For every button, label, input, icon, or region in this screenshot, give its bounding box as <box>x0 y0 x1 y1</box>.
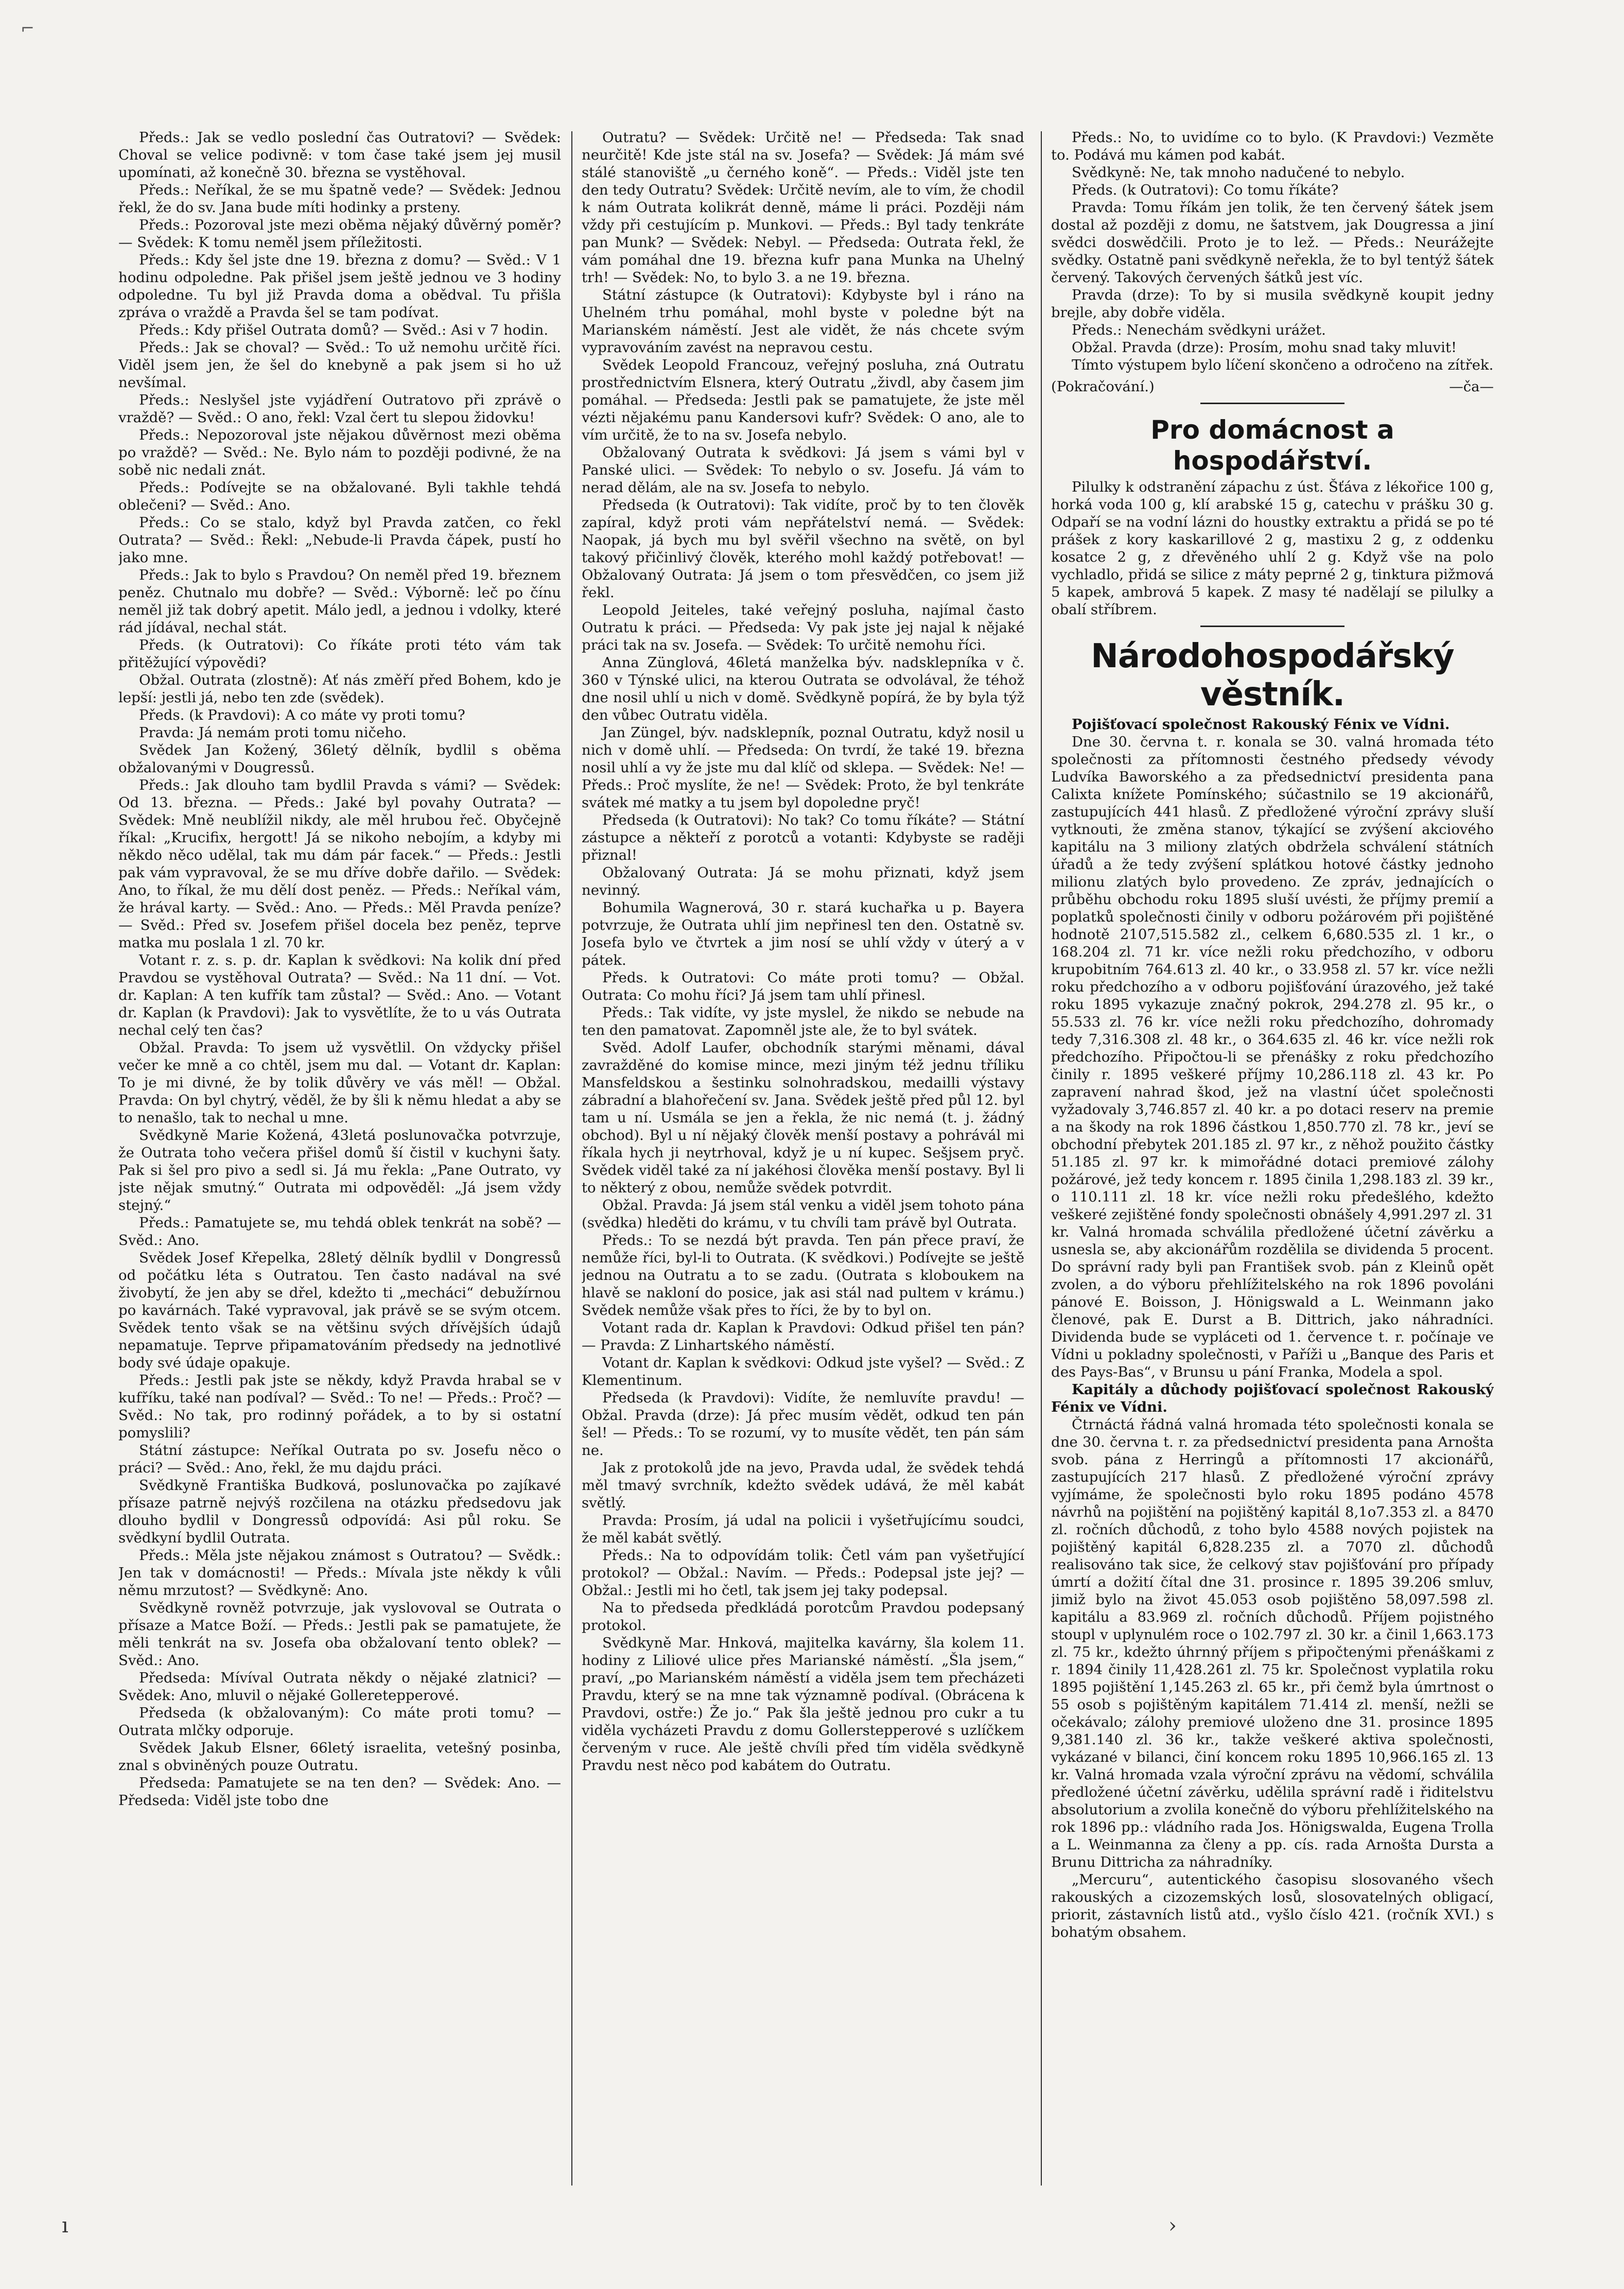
trial-report-end <box>1051 129 1494 374</box>
column-3 <box>1051 129 1494 2188</box>
trial-report-paragraph: Svědkyně: Ne, tak mnoho nadučené to nebylo. <box>1072 164 1405 181</box>
trial-report-paragraph: Votant rada dr. Kaplan k Pravdovi: Odkud přišel ten pán? — Pravda: Z Linhartského náměstí. <box>582 1320 1024 1354</box>
trial-report-paragraph: Předs.: Jak se vedlo poslední čas Outratovi? — Svědek: Choval se velice podivně: v tom čase také jsem jej musil upomínati, až konečně 30. března se vystěhoval. <box>118 129 561 181</box>
trial-report-paragraph: Předseda: Pamatujete se na ten den? — Svědek: Ano. — Předseda: Viděl jste tobo dne <box>118 1775 561 1809</box>
trial-report-paragraph: Předs.: Jak to bylo s Pravdou? On neměl před 19. březnem peněz. Chutnalo mu dobře? — Svěd.: Výborně: leč po čínu neměl již tak dobrý apetit. Málo jedl, a jednou i vdolky, které rád jídával, nechal stát. <box>118 567 561 636</box>
trial-report-paragraph: Na to předseda předkládá porotcům Pravdou podepsaný protokol. <box>582 1600 1024 1634</box>
trial-report-paragraph: Svědek Jan Kožený, 36letý dělník, bydlil s oběma obžalovanými v Dougressů. <box>118 742 561 776</box>
trial-report-paragraph: Státní zástupce: Neříkal Outrata po sv. Josefu něco o práci? — Svěd.: Ano, řekl, že mu dajdu práci. <box>118 1442 561 1476</box>
trial-report-paragraph: Předs.: Nenechám svědkyni urážet. <box>1072 322 1326 338</box>
trial-report-paragraph: Předs.: Podívejte se na obžalované. Byli takhle tehdá oblečeni? — Svěd.: Ano. <box>118 479 561 513</box>
trial-report-paragraph: Obžalovaný Outrata k svědkovi: Já jsem s vámi byl v Panské ulici. — Svědek: To nebylo o sv. Josefu. Já vám to nerad dělám, ale na sv. Josefa to nebylo. <box>582 444 1024 496</box>
trial-report-paragraph: Předseda (k Outratovi): No tak? Co tomu říkáte? — Státní zástupce a někteří z porotců a votanti: Kdybyste se raději přiznal! <box>582 812 1024 863</box>
column-1 <box>118 129 561 2188</box>
trial-report-paragraph: Předs.: Jestli pak jste se někdy, když Pravda hrabal se v kufříku, také nan podíval? — Svěd.: To ne! — Předs.: Proč? — Svěd.: No tak, pro rodinný pořádek, a to by si ostatní pomyslili? <box>118 1372 561 1441</box>
trial-report-paragraph: Pravda (drze): To by si musila svědkyně koupit jedny brejle, aby dobře viděla. <box>1051 287 1494 321</box>
section-divider <box>1200 403 1344 404</box>
section-divider <box>1200 626 1344 627</box>
trial-report-paragraph: Předseda (k Pravdovi): Vidíte, že nemluvíte pravdu! — Obžal. Pravda (drze): Já přec musím vědět, odkud ten pán šel! — Předs.: To se rozumí, vy to musíte vědět, ten pán sám ne. <box>582 1390 1024 1459</box>
trial-report-paragraph: Předs.: To se nezdá být pravda. Ten pán přece praví, že nemůže říci, byl-li to Outrata. (K svědkovi.) Podívejte se ještě jednou na Outratu a to se zadu. (Outrata s kloboukem na hlavě se nakloní do posice, jak asi stál nad pultem v krámu.) Svědek nemůže však přes to říci, že by to byl on. <box>582 1232 1024 1319</box>
trial-report-paragraph: Předs.: Kdy přišel Outrata domů? — Svěd.: Asi v 7 hodin. <box>139 322 549 338</box>
trial-report-paragraph: Jak z protokolů jde na jevo, Pravda udal, že svědek tehdá měl tmavý svrchník, kdežto svědek udává, že měl kabát světlý. <box>582 1460 1024 1511</box>
trial-report-paragraph: Předs. (k Outratovi): Co tomu říkáte? <box>1072 182 1339 198</box>
economy-paragraph-2: Čtrnáctá řádná valná hromada této společnosti konala se dne 30. června t. r. za předsednictví presidenta pana Arnošta svob. pána z Herringů a přítomnosti 17 akcionářů, zastupujících 217 hlasů. Z předložené výroční zprávy vyjímáme, že společnosti bylo roku 1895 podáno 4578 návrhů na pojištění na pojištěný kapitál 8,1o7.353 zl. a 8470 zl. ročních důchodů, z toho bylo 4588 nových pojistek na pojištěný kapitál 6,828.235 zl. a 7070 zl. důchodů realisováno tak sice, že celkový stav pojišťování pro případy úmrtí a dožití čítal dne 31. prosince r. 1895 39.206 smluv, jimiž bylo na život 45.053 osob pojištěno 58,097.598 zl. kapitálu a 83.969 zl. ročních důchodů. Příjem pojistného stoupl v uplynulém roce o 102.797 zl. 30 kr. a činil 1,663.173 zl. 75 kr., kdežto úhrnný příjem s připočtenými přenáškami z r. 1894 činily 11,428.261 zl. 75 kr. Společnost vyplatila roku 1895 pojištění 1,145.263 zl. 65 kr., při čemž byla úmrtnost o 55 osob s pojištěným kapitálem 71.414 zl. menší, nežli se očekávalo; zálohy premiové uloženo dne 31. prosince 1895 9,381.140 zl. 36 kr., takže veškeré aktiva společnosti, vykázané v bilanci, činí koncem roku 1895 10,966.165 zl. 13 kr. Valná hromada vzala výroční zprávu na vědomí, schválila předložené účetní závěrku, udělila správní radě i řiditelstvu absolutorium a zvolila konečně do výboru přehlížitelského na rok 1896 pp.: vládního rada Jos. Hönigswalda, Eugena Trolla a L. Weinmanna za členy a pp. cís. rada Arnošta Dursta a Brunu Dittricha za náhradníky. <box>1051 1416 1494 1870</box>
trial-report-paragraph: Předs.: Nepozoroval jste nějakou důvěrnost mezi oběma po vraždě? — Svěd.: Ne. Bylo nám to později podivné, že na sobě nic nedali znát. <box>118 427 561 478</box>
trial-report-paragraph: Svědek Jakub Elsner, 66letý israelita, vetešný posinba, znal s obviněných pouze Outratu. <box>118 1740 561 1774</box>
trial-report-paragraph: Předs.: Tak vidíte, vy jste myslel, že nikdo se nebude na ten den pamatovat. Zapomněl jste ale, že to byl svátek. <box>582 1004 1024 1038</box>
trial-report-paragraph: Outratu? — Svědek: Určitě ne! — Předseda: Tak snad neurčitě! Kde jste stál na sv. Josefa? — Svědek: Já mám své stálé stanoviště „u černého koně“. — Předs.: Viděl jste ten den tedy Outratu? Svědek: Určitě nevím, ale to vím, že chodil k nám Outrata kolikrát denně, máme li práci. Později nám vždy při cestujícím p. Munkovi. — Předs.: Byl tady tenkráte pan Munk? — Svědek: Nebyl. — Předseda: Outrata řekl, že vám pomáhal dne 19. března kufr pana Munka na Uhelný trh! — Svědek: No, to bylo 3. a ne 19. března. <box>582 129 1024 286</box>
trial-report-paragraph: Státní zástupce (k Outratovi): Kdybyste byl i ráno na Uhelném trhu pomáhal, mohl byste v poledne být na Marianském náměstí. Jest ale vidět, že nás chcete svým vypravováním zavést na nepravou cestu. <box>582 287 1024 356</box>
economy-subheading-2: Kapitály a důchody pojišťovací společnost Rakouský Fénix ve Vídni. <box>1051 1381 1494 1415</box>
trial-report-paragraph: Obžalovaný Outrata: Já se mohu přiznati, když jsem nevinný. <box>582 864 1024 898</box>
trial-report-paragraph: Obžal. Pravda: To jsem už vysvětlil. On vždycky přišel večer ke mně a co chtěl, jsem mu dal. — Votant dr. Kaplan: To je mi divné, že by tolik důvěry ve vás měl! — Obžal. Pravda: On byl chytrý, věděl, že by šli k němu hledat a aby se to nenašlo, tak to nechal u mne. <box>118 1039 561 1126</box>
economy-subheading-1: Pojišťovací společnost Rakouský Fénix ve Vídni. <box>1072 716 1450 733</box>
column-2 <box>582 129 1024 2188</box>
trial-report-paragraph: Votant dr. Kaplan k svědkovi: Odkud jste vyšel? — Svěd.: Z Klementinum. <box>582 1355 1024 1389</box>
trial-report-paragraph: Svědek Josef Křepelka, 28letý dělník bydlil v Dongressů od počátku léta s Outratou. Ten často nadával na své živobytí, že jen aby se dřel, kdežto ti „mecháci“ debužírnou po kavárnách. Také vypravoval, jak právě se se svým otcem. Svědek tento však se na většinu svých dřívějších údajů nepamatuje. Teprve připamatováním předsedy na jednotlivé body své údaje opakuje. <box>118 1250 561 1371</box>
author-mark: —ča— <box>1449 378 1494 395</box>
economy-paragraph-3: „Mercuru“, autentického časopisu slosovaného všech rakouských a cizozemských losů, slosovatelných obligací, priorit, zástavních listů atd., vyšlo číslo 421. (ročník XVI.) s bohatým obsahem. <box>1051 1871 1494 1940</box>
column-rule-1 <box>571 131 572 2186</box>
trial-report-paragraph: Bohumila Wagnerová, 30 r. stará kuchařka u p. Bayera potvrzuje, že Outrata uhlí jim nepřinesl ten den. Ostatně sv. Josefa bylo ve čtvrtek a jim nosí se uhlí vždy v úterý a v pátek. <box>582 899 1024 968</box>
trial-report-paragraph: Svědkyně rovněž potvrzuje, jak vyslovoval se Outrata o přísaze a Matce Boží. — Předs.: Jestli pak se pamatujete, že měli tenkrát na sv. Josefa oba obžalovaní tento oblek? — Svěd.: Ano. <box>118 1600 561 1669</box>
trial-report-paragraph: Pravda: Tomu říkám jen tolik, že ten červený šátek jsem dostal až později z domu, ne šatstvem, jak Dougressa a jiní svědci doswědčili. Proto je to lež. — Předs.: Neurážejte svědky. Ostatně pani svědkyně neřekla, že to byl tentýž šátek červený. Takových červených šátků jest víc. <box>1051 199 1494 286</box>
continuation-sign <box>1051 378 1494 395</box>
continuation-note: (Pokračování.) <box>1051 378 1155 395</box>
trial-report-paragraph: Anna Zünglová, 46letá manželka býv. nadsklepníka v č. 360 v Týnské ulici, na kterou Outrata se odvolával, že téhož dne nosil uhlí u nich v domě. Svědkyně popírá, že by byla týž den vůbec Outratu viděla. <box>582 654 1024 723</box>
page-corner-mark: ⌐ <box>21 19 34 38</box>
trial-report-paragraph: Předs. (k Pravdovi): A co máte vy proti tomu? <box>139 707 465 723</box>
trial-report-paragraph: Votant r. z. s. p. dr. Kaplan k svědkovi: Na kolik dní před Pravdou se vystěhoval Outrata? — Svěd.: Na 11 dní. — Vot. dr. Kaplan: A ten kufřík tam zůstal? — Svěd.: Ano. — Votant dr. Kaplan (k Pravdovi): Jak to vysvětlíte, že to u vás Outrata nechal celý ten čas? <box>118 952 561 1038</box>
trial-report-paragraph: Leopold Jeiteles, také veřejný posluha, najímal často Outratu k práci. — Předseda: Vy pak jste jej najal k nějaké práci tak na sv. Josefa. — Svědek: To určitě nemohu říci. <box>582 602 1024 653</box>
economy-section-heading: Národohospodářský věstník. <box>1091 637 1454 714</box>
trial-report-paragraph: Předseda (k Outratovi): Tak vidíte, proč by to ten člověk zapíral, když proti vám nepřátelství nemá. — Svědek: Naopak, já bych mu byl svěřil všechno na světě, on byl takový přičinlivý člověk, kterého mohl každý potřebovat! — Obžalovaný Outrata: Já jsem o tom přesvědčen, co jsem již řekl. <box>582 497 1024 601</box>
trial-report-paragraph: Svědkyně Františka Budková, poslunovačka po zajíkavé přísaze patrně nejvýš rozčilena na otázku předsedovu jak dlouho bydlil v Dongressů odpovídá: Asi půl roku. Se svědkyní bydlil Outrata. <box>118 1477 561 1546</box>
trial-report-paragraph: Předs.: Neříkal, že se mu špatně vede? — Svědek: Jednou řekl, že do sv. Jana bude míti hodinky a prsteny. <box>118 182 561 216</box>
trial-report-paragraph: Jan Züngel, býv. nadsklepník, poznal Outratu, když nosil u nich v domě uhlí. — Předseda: On tvrdí, že také 19. března nosil uhlí a vy že jste mu dal klíč od sklepa. — Svědek: Ne! — Předs.: Proč myslíte, že ne! — Svědek: Proto, že byl tenkráte svátek mé matky a tu jsem byl dopoledne pryč! <box>582 724 1024 811</box>
trial-report-paragraph: Svědkyně Marie Kožená, 43letá poslunovačka potvrzuje, že Outrata toho večera přišel domů ší čistil v kuchyni šaty. Pak si šel pro pivo a sedl si. Já mu řekla: „Pane Outrato, vy jste nějak smutný.“ Outrata mi odpověděl: „Já jsem vždy stejný.“ <box>118 1127 561 1213</box>
trial-report-paragraph: Tímto výstupem bylo líčení skončeno a odročeno na zítřek. <box>1072 357 1494 373</box>
trial-report-paragraph: Pravda: Já nemám proti tomu ničeho. <box>139 724 407 741</box>
page-edge-mark: › <box>1168 2214 1177 2238</box>
trial-report-paragraph: Předs.: Na to odpovídám tolik: Četl vám pan vyšetřující protokol? — Obžal.: Navím. — Předs.: Podepsal jste jej? — Obžal.: Jestli mi ho četl, tak jsem jej taky podepsal. <box>582 1547 1024 1599</box>
trial-report-paragraph: Předseda: Mívíval Outrata někdy o nějaké zlatnici? — Svědek: Ano, mluvil o nějaké Golleretepperové. <box>118 1670 561 1704</box>
trial-report-paragraph: Předs.: Neslyšel jste vyjádření Outratovo při zprávě o vraždě? — Svěd.: O ano, řekl: Vzal čert tu slepou židovku! <box>118 392 561 426</box>
page-edge-mark: ı <box>62 2214 68 2238</box>
trial-report-paragraph: Obžal. Pravda (drze): Prosím, mohu snad taky mluvit! <box>1072 339 1457 356</box>
trial-report-paragraph: Předs.: Pozoroval jste mezi oběma nějaký důvěrný poměr? — Svědek: K tomu neměl jsem příležitosti. <box>118 217 561 251</box>
trial-report-paragraph: Obžal. Pravda: Já jsem stál venku a viděl jsem tohoto pána (svědka) hleděti do krámu, v tu chvíli tam právě byl Outrata. <box>582 1197 1024 1231</box>
trial-report-paragraph: Pravda: Prosím, já udal na policii i vyšetřujícímu soudci, že měl kabát světlý. <box>582 1512 1024 1546</box>
trial-report-paragraph: Předs.: Měla jste nějakou známost s Outratou? — Svědk.: Jen tak v domácnosti! — Předs.: Mívala jste někdy k vůli němu mrzutost? — Svědkyně: Ano. <box>118 1547 561 1599</box>
trial-report-paragraph: Předseda (k obžalovaným): Co máte proti tomu? — Outrata mlčky odporuje. <box>118 1705 561 1739</box>
trial-report-paragraph: Svědkyně Mar. Hnková, majitelka kavárny, šla kolem 11. hodiny z Liliové ulice přes Marianské náměstí. „Šla jsem,“ praví, „po Marianském náměstí a viděla jsem tem přecházeti Pravdu, který se na mne tak významně podíval. (Obrácena k Pravdovi, ostře:) Že jo.“ Pak šla ještě jednou pro cukr a tu viděla vycházeti Pravdu z domu Gollerstepperové s uzlíčkem červeným v ruce. Ale ještě chvíli před tím viděla svědkyně Pravdu nest něco pod kabátem do Outratu. <box>582 1635 1024 1774</box>
trial-report-paragraph: Předs. k Outratovi: Co máte proti tomu? — Obžal. Outrata: Co mohu říci? Já jsem tam uhlí přinesl. <box>582 969 1024 1003</box>
trial-report-paragraph: Předs.: Co se stalo, když byl Pravda zatčen, co řekl Outrata? — Svěd.: Řekl: „Nebude-li Pravda čápek, pustí ho jako mne. <box>118 514 561 566</box>
trial-report-paragraph: Předs. (k Outratovi): Co říkáte proti této vám tak přitěžující výpovědi? <box>118 637 561 671</box>
trial-report-paragraph: Svědek Leopold Francouz, veřejný posluha, zná Outratu prostřednictvím Elsnera, který Outratu „živdl, aby časem jim pomáhal. — Předseda: Jestli pak se pamatujete, že jste měl vézti nějakému panu Kandersovi kufr? Svědek: O ano, ale to vím určitě, že to na sv. Josefa nebylo. <box>582 357 1024 443</box>
trial-report-paragraph: Svěd. Adolf Laufer, obchodník starými měnami, dával zavražděné do komise mince, mezi jiným též jednu tříliku Mansfeldskou a šestinku solnohradskou, medailli výstavy zábradní a blahořečení sv. Jana. Svědek ještě před půl 12. byl tam u ní. Usmála se jen a řekla, že nic nemá (t. j. žádný obchod). Byl u ní nějaký člověk menší postavy a pohrávál mi říkala hych ji neytrhoval, když je u ní kupec. Sešjsem pryč. Svědek viděl také za ní jakéhosi člověka menší postavy. Byl li to některý z obou, nemůže svědek potvrdit. <box>582 1039 1024 1196</box>
trial-report-paragraph: Obžal. Outrata (zlostně): Ať nás změří před Bohem, kdo je lepší: jestli já, nebo ten zde (svědek). <box>118 672 561 706</box>
column-rule-2 <box>1041 131 1042 2186</box>
trial-report-paragraph: Předs.: Jak dlouho tam bydlil Pravda s vámi? — Svědek: Od 13. března. — Předs.: Jaké byl povahy Outrata? — Svědek: Mně neublížil nikdy, ale měl hrubou řeč. Obyčejně říkal: „Kruciﬁx, hergott! Já se nikoho nebojím, a kdyby mi někdo něco udělal, tak mu dám pár facek.“ — Předs.: Jestli pak vám vypravoval, že se mu dříve dobře dařilo. — Svědek: Ano, to říkal, že mu dělí dost peněz. — Předs.: Neříkal vám, že hrával karty. — Svěd.: Ano. — Předs.: Měl Pravda peníze? — Svěd.: Před sv. Josefem přišel docela bez peněz, teprve matka mu poslala 1 zl. 70 kr. <box>118 777 561 951</box>
trial-report-paragraph: Předs.: Kdy šel jste dne 19. března z domu? — Svěd.: V 1 hodinu odpoledne. Pak přišel jsem ještě jednou ve 3 hodiny odpoledne. Tu byl již Pravda doma a obědval. Tu přišla zpráva o vraždě a Pravda šel se tam podívat. <box>118 252 561 321</box>
trial-report-paragraph: Předs.: No, to uvidíme co to bylo. (K Pravdovi:) Vezměte to. Podává mu kámen pod kabát. <box>1051 129 1494 163</box>
trial-report-paragraph: Předs.: Pamatujete se, mu tehdá oblek tenkrát na sobě? — Svěd.: Ano. <box>118 1215 561 1248</box>
economy-paragraph-1: Dne 30. června t. r. konala se 30. valná hromada této společnosti za přítomnosti čestného předsedy vévody Ludvíka Baworského a za předsednictví presidenta pana Calixta knížete Pomínského; súčastnilo se 19 akcionářů, zastupujících 441 hlasů. Z předložené výroční zprávy sluší vytknouti, že změna stanov, týkající se zvýšení akciového kapitálu na 3 miliony zlatých obdržela schválení státních úřadů a že tedy zvýšení splátkou hotové částky jednoho milionu zlatých bylo provedeno. Ze zpráv, jednajících o průběhu obchodu roku 1895 sluší uvésti, že příjmy premií a poplatků společnosti činily v odboru požárovém při pojištěné hodnotě 2107,515.582 zl., celkem 6,680.535 zl. 1 kr., o 168.204 zl. 71 kr. více nežli roku předchozího, v odboru krupobitním 764.613 zl. 40 kr., o 33.958 zl. 57 kr. více nežli roku předchozího a v odboru pojišťování úrazového, jež také roku 1895 vykazuje značný pokrok, 294.278 zl. 95 kr., o 55.533 zl. 76 kr. více nežli roku předchozího, dohromady tedy 7,316.308 zl. 48 kr., o 364.635 zl. 46 kr. více nežli rok předchozího. Připočtou-li se přenášky z roku předchozího činily r. 1895 veškeré příjmy 10,286.118 zl. 43 kr. Po zapravení nahrad škod, jež na vlastní účet společnosti vyžadovaly 3,746.857 zl. 40 kr. a po dotaci reserv na premie a na škody na rok 1896 částkou 1,850.770 zl. 78 kr., jeví se obchodní přebytek 201.185 zl. 97 kr., z něhož použito částky 51.185 zl. 97 kr. k mimořádné dotaci premiové zálohy požárové, jež tedy koncem r. 1895 činila 1,298.183 zl. 39 kr., o 110.111 zl. 18 kr. více nežli roku předešlého, kdežto veškeré zejištěné fondy společnosti obnášely 4,991.297 zl. 31 kr. Valná hromada schválila předložené účetní závěrku a usnesla se, aby akcionářům rozdělila se dividenda 5 procent. Do správní rady byli pan František svob. pán z Kleinů opět zvolen, a do výboru přehlížitelského na rok 1896 povoláni pánové E. Boisson, J. Hönigswald a L. Weinmann jako členové, pak E. Durst a B. Dittrich, jako náhradníci. Dividenda bude se vypláceti od 1. července t. r. počínaje ve Vídni u pokladny společnosti, v Paříži u „Banque des Paris et des Pays-Bas“, v Brunsu u pání Franka, Modela a spol. <box>1051 734 1494 1380</box>
trial-report-paragraph: Předs.: Jak se choval? — Svěd.: To už nemohu určitě říci. Viděl jsem jen, že šel do knebyně a pak jsem si ho už nevšímal. <box>118 339 561 391</box>
home-section-text: Pilulky k odstranění zápachu z úst. Šťáva z lékořice 100 g, horká voda 100 g, klí arabské 15 g, catechu v prášku 30 g. Odpaří se na vodní lázni do houstky extraktu a přidá se po té prášek z kory kaskarillové 2 g, mastixu 2 g, z oddenku kosatce 2 g, z dřevěného uhlí 2 g. Když vše na polo vychladlo, přidá se silice z máty peprné 2 g, tinktura pižmová 5 kapek, ambrová 5 kapek. Z masy té nadělají se pilulky a obalí stříbrem. <box>1051 479 1494 618</box>
home-section-heading: Pro domácnost a hospodářství. <box>1150 415 1394 476</box>
